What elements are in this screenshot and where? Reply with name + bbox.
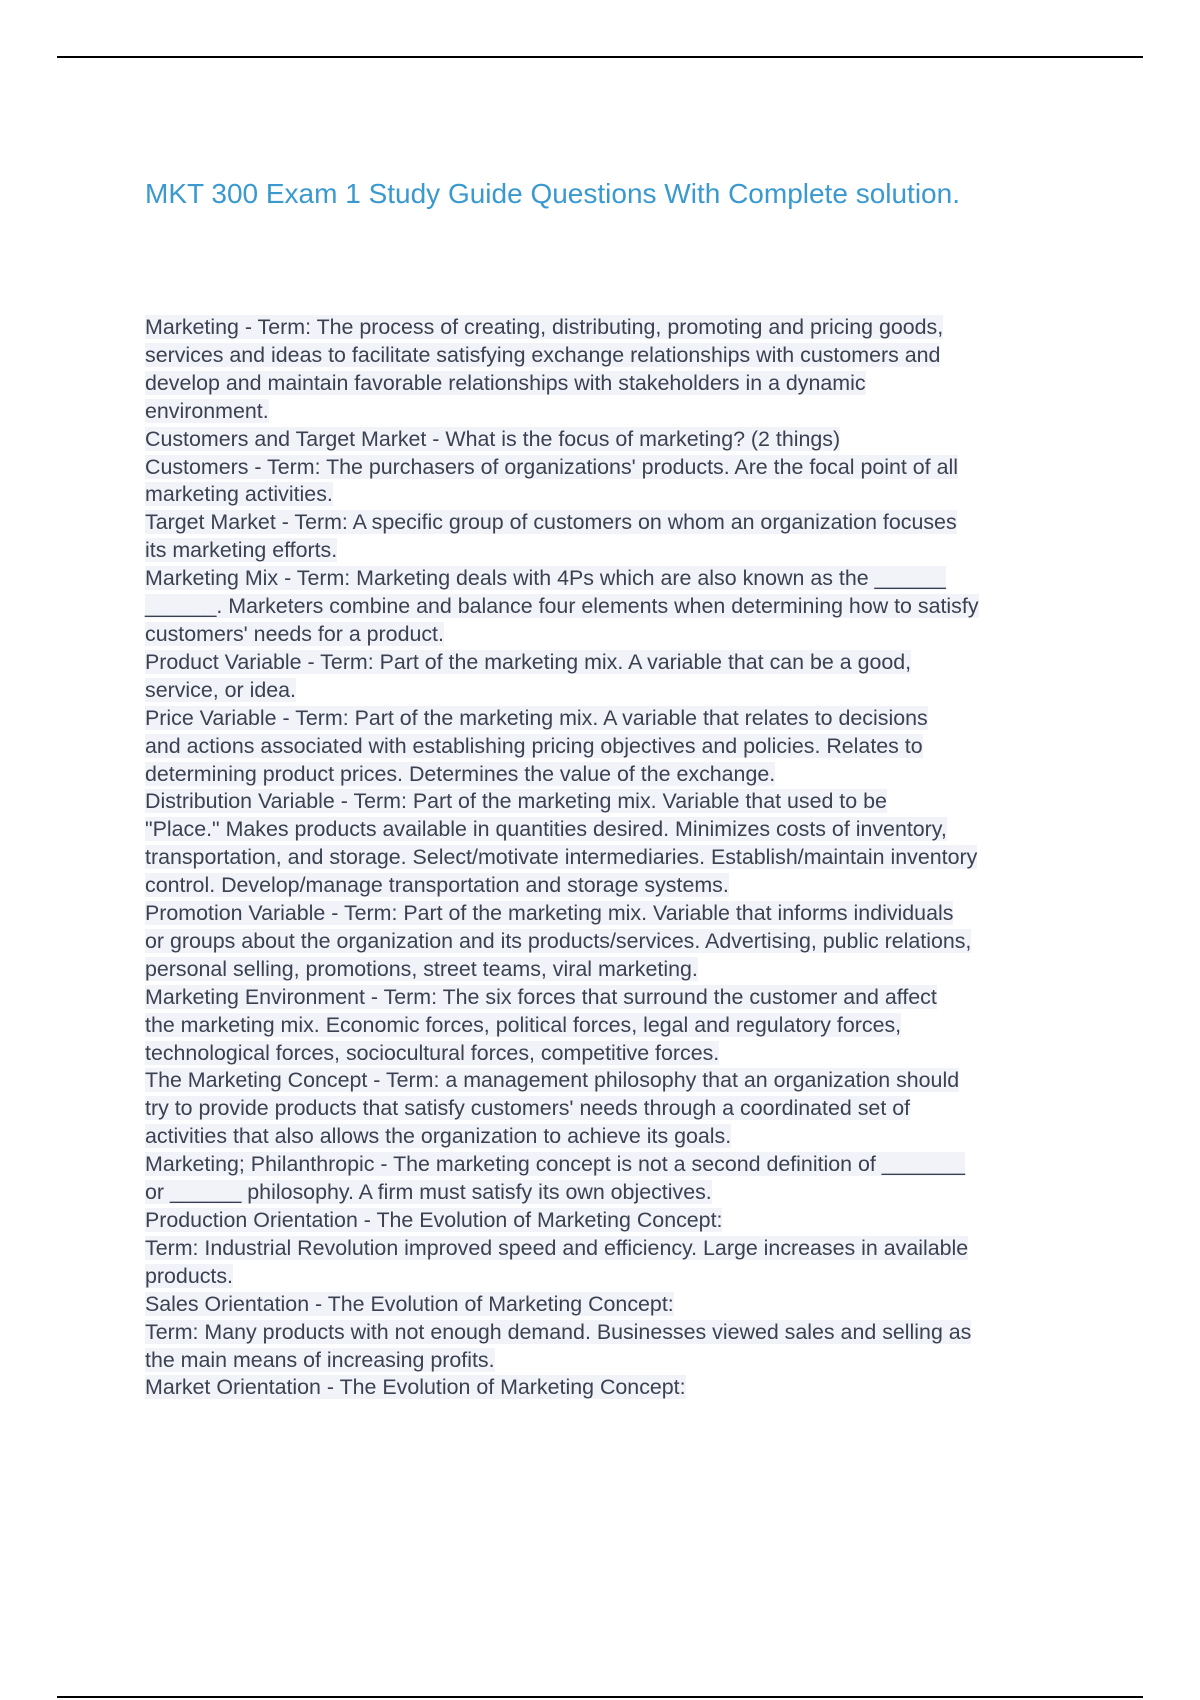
text-line (145, 1374, 1085, 1402)
text-line (145, 370, 1085, 398)
text-line (145, 872, 1085, 900)
text-line (145, 1207, 1085, 1235)
text-line (145, 816, 1085, 844)
text-line-content: Term: Industrial Revolution improved speed and efficiency. Large increases in available (145, 1235, 969, 1260)
text-line (145, 1012, 1085, 1040)
text-line (145, 481, 1085, 509)
text-line-content: services and ideas to facilitate satisfying exchange relationships with customers and (145, 342, 941, 367)
text-line-content: Marketing - Term: The process of creating, distributing, promoting and pricing goods, (145, 315, 944, 339)
text-line (145, 1347, 1085, 1375)
text-line-content: service, or idea. (145, 677, 296, 702)
text-line (145, 1319, 1085, 1347)
text-line (145, 1291, 1085, 1319)
text-line-content: or groups about the organization and its products/services. Advertising, public relations, (145, 928, 972, 953)
text-line (145, 1095, 1085, 1123)
text-line (145, 1067, 1085, 1095)
text-line-content: Customers - Term: The purchasers of organizations' products. Are the focal point of all (145, 454, 958, 479)
header-rule (57, 56, 1143, 58)
text-line (145, 788, 1085, 816)
text-line-content: Sales Orientation - The Evolution of Marketing Concept: (145, 1291, 674, 1316)
text-line (145, 1179, 1085, 1207)
text-line (145, 984, 1085, 1012)
text-line-content: personal selling, promotions, street teams, viral marketing. (145, 956, 698, 981)
text-line-content: the marketing mix. Economic forces, political forces, legal and regulatory forces, (145, 1012, 902, 1037)
document-body (145, 314, 1085, 1402)
text-line-content: Marketing; Philanthropic - The marketing concept is not a second definition of _______ (145, 1152, 966, 1177)
text-line-content: try to provide products that satisfy customers' needs through a coordinated set of (145, 1096, 911, 1121)
text-line-content: or ______ philosophy. A firm must satisfy its own objectives. (145, 1180, 712, 1205)
text-line-content: Term: Many products with not enough demand. Businesses viewed sales and selling as (145, 1319, 972, 1344)
text-line-content: control. Develop/manage transportation and storage systems. (145, 873, 729, 898)
text-line-content: The Marketing Concept - Term: a management philosophy that an organization should (145, 1068, 960, 1093)
text-line-content: environment. (145, 398, 269, 423)
text-line-content: "Place." Makes products available in quantities desired. Minimizes costs of inventory, (145, 817, 947, 842)
text-line-content: technological forces, sociocultural forces, competitive forces. (145, 1040, 720, 1065)
text-line (145, 565, 1085, 593)
document-title: MKT 300 Exam 1 Study Guide Questions With Complete solution. (145, 178, 960, 209)
text-line (145, 956, 1085, 984)
text-line (145, 733, 1085, 761)
text-line (145, 928, 1085, 956)
text-line-content: Market Orientation - The Evolution of Marketing Concept: (145, 1375, 686, 1400)
text-line (145, 1123, 1085, 1151)
text-line (145, 677, 1085, 705)
text-line (145, 761, 1085, 789)
text-line (145, 705, 1085, 733)
text-line (145, 1263, 1085, 1291)
text-line-content: Target Market - Term: A specific group of customers on whom an organization focuses (145, 510, 957, 535)
text-line (145, 1151, 1085, 1179)
text-line-content: marketing activities. (145, 482, 333, 507)
text-line-content: Marketing Environment - Term: The six forces that surround the customer and affect (145, 984, 937, 1009)
text-line-content: Price Variable - Term: Part of the marketing mix. A variable that relates to decisions (145, 705, 928, 730)
text-line (145, 1235, 1085, 1263)
text-line (145, 844, 1085, 872)
text-line (145, 314, 1085, 342)
text-line-content: ______. Marketers combine and balance four elements when determining how to satisfy (145, 594, 979, 619)
text-line-content: its marketing efforts. (145, 538, 338, 563)
text-line (145, 342, 1085, 370)
text-line (145, 900, 1085, 928)
text-line (145, 426, 1085, 454)
text-line (145, 509, 1085, 537)
text-line-content: Distribution Variable - Term: Part of the marketing mix. Variable that used to be (145, 789, 887, 814)
text-line (145, 454, 1085, 482)
text-line-content: develop and maintain favorable relationships with stakeholders in a dynamic (145, 370, 866, 395)
text-line (145, 593, 1085, 621)
text-line-content: the main means of increasing profits. (145, 1347, 495, 1372)
text-line-content: Customers and Target Market - What is the focus of marketing? (2 things) (145, 426, 841, 451)
text-line (145, 649, 1085, 677)
text-line-content: Production Orientation - The Evolution of Marketing Concept: (145, 1208, 723, 1232)
text-line-content: Product Variable - Term: Part of the marketing mix. A variable that can be a good, (145, 649, 912, 674)
text-line-content: determining product prices. Determines the value of the exchange. (145, 761, 776, 786)
text-line-content: activities that also allows the organization to achieve its goals. (145, 1124, 732, 1149)
text-line-content: Marketing Mix - Term: Marketing deals with 4Ps which are also known as the ______ (145, 566, 946, 591)
text-line (145, 537, 1085, 565)
text-line-content: and actions associated with establishing pricing objectives and policies. Relates to (145, 733, 923, 758)
text-line-content: Promotion Variable - Term: Part of the marketing mix. Variable that informs individuals (145, 901, 954, 926)
text-line (145, 398, 1085, 426)
footer-rule (57, 1696, 1143, 1698)
text-line (145, 621, 1085, 649)
text-line-content: customers' needs for a product. (145, 621, 444, 646)
text-line-content: products. (145, 1263, 233, 1288)
text-line-content: transportation, and storage. Select/motivate intermediaries. Establish/maintain inventory (145, 845, 978, 870)
text-line (145, 1040, 1085, 1068)
